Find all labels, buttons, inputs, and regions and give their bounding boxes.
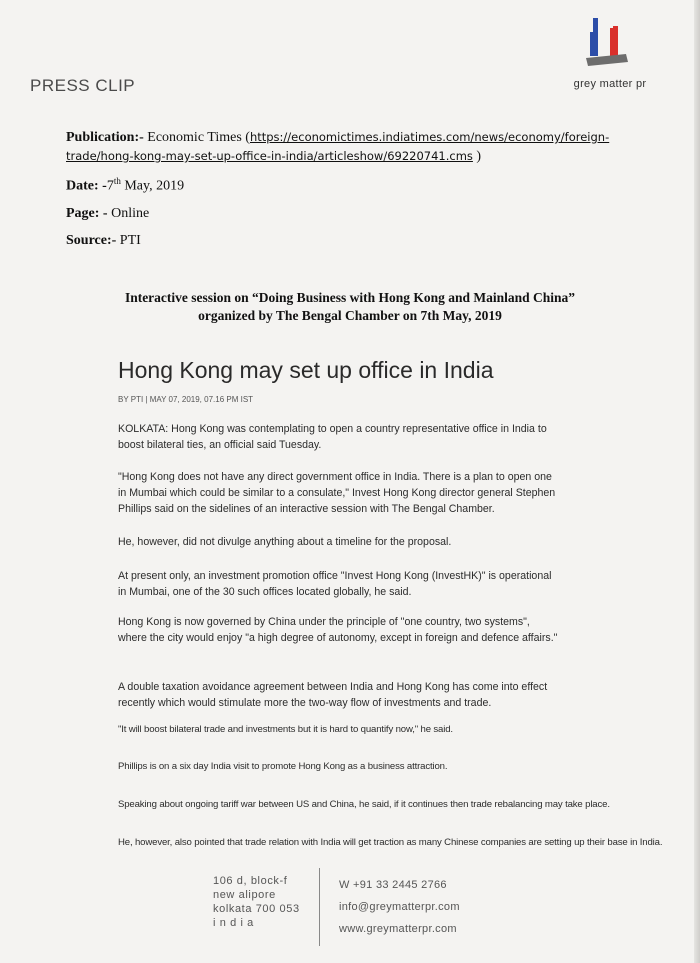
publication-name: Economic Times (: [147, 130, 250, 145]
article-line: Phillips is on a six day India visit to promote Hong Kong as a business attraction.: [118, 761, 448, 772]
date-line: [66, 176, 184, 195]
page-edge: [694, 0, 700, 963]
press-clip-label: PRESS CLIP: [30, 76, 136, 95]
article-paragraph: A double taxation avoidance agreement between India and Hong Kong has come into effect recently which would stimulate more the two-way flow of investments and trade.: [118, 681, 548, 709]
article-url-line2[interactable]: trade/hong-kong-may-set-up-office-in-india/articleshow/69220741.cms: [66, 149, 473, 163]
footer-divider: [319, 868, 320, 946]
article-url-line1[interactable]: https://economictimes.indiatimes.com/news/economy/foreign-: [249, 130, 610, 144]
article-line: Speaking about ongoing tariff war between US and China, he said, if it continues then trade rebalancing may take place.: [118, 799, 610, 810]
page-value: Online: [107, 206, 150, 221]
address-line: 106 d, block-f: [213, 875, 288, 887]
session-title-line1: Interactive session on “Doing Business with Hong Kong and Mainland China”: [124, 290, 576, 305]
date-suffix: th: [113, 176, 121, 186]
source-label: Source:-: [66, 233, 117, 248]
article-headline: Hong Kong may set up office in India: [118, 357, 494, 383]
source-value: PTI: [116, 233, 141, 248]
footer-contact: [339, 874, 460, 940]
email-link[interactable]: info@greymatterpr.com: [339, 901, 460, 913]
article-paragraph: Hong Kong is now governed by China under the principle of "one country, two systems", where the city would enjoy "a high degree of autonomy, except in foreign and defence affairs.": [118, 616, 558, 644]
footer-address: [213, 874, 309, 930]
session-title-line2: organized by The Bengal Chamber on 7th May, 2019: [198, 308, 502, 323]
publication-line: [66, 128, 609, 166]
date-day: 7: [106, 178, 114, 194]
phone-number: W +91 33 2445 2766: [339, 879, 447, 891]
article-byline: BY PTI | MAY 07, 2019, 07.16 PM IST: [118, 395, 254, 404]
address-line: new alipore: [213, 889, 276, 901]
page-line: [66, 206, 149, 222]
source-line: [66, 233, 141, 249]
article-paragraph: "Hong Kong does not have any direct government office in India. There is a plan to open one in Mumbai which could be similar to a consulate," Invest Hong Kong director general Stephen Phillips said on the sidelines of an interactive session with The Bengal Chamber.: [118, 471, 556, 515]
logo: [570, 14, 670, 96]
page-label: Page: -: [66, 206, 108, 221]
publication-label: Publication:-: [66, 130, 144, 145]
grey-matter-logo-icon: [586, 14, 630, 78]
article-paragraph: He, however, did not divulge anything about a timeline for the proposal.: [118, 536, 452, 548]
article-line: He, however, also pointed that trade relation with India will get traction as many Chinese companies are setting up their base in India.: [118, 837, 663, 848]
article-line: "It will boost bilateral trade and investments but it is hard to quantify now," he said.: [118, 724, 453, 735]
publication-close: ): [472, 149, 482, 164]
logo-text: grey matter pr: [573, 78, 647, 90]
article-paragraph: KOLKATA: Hong Kong was contemplating to open a country representative office in India to boost bilateral ties, an official said Tuesday.: [118, 423, 547, 451]
website-link[interactable]: www.greymatterpr.com: [339, 923, 457, 935]
date-rest: May, 2019: [120, 178, 185, 194]
date-label: Date: -: [66, 178, 107, 194]
session-title: [60, 289, 640, 325]
article-paragraph: At present only, an investment promotion office "Invest Hong Kong (InvestHK)" is operational in Mumbai, one of the 30 such offices located globally, he said.: [118, 570, 552, 598]
address-line: i n d i a: [213, 917, 254, 929]
address-line: kolkata 700 053: [213, 903, 300, 915]
